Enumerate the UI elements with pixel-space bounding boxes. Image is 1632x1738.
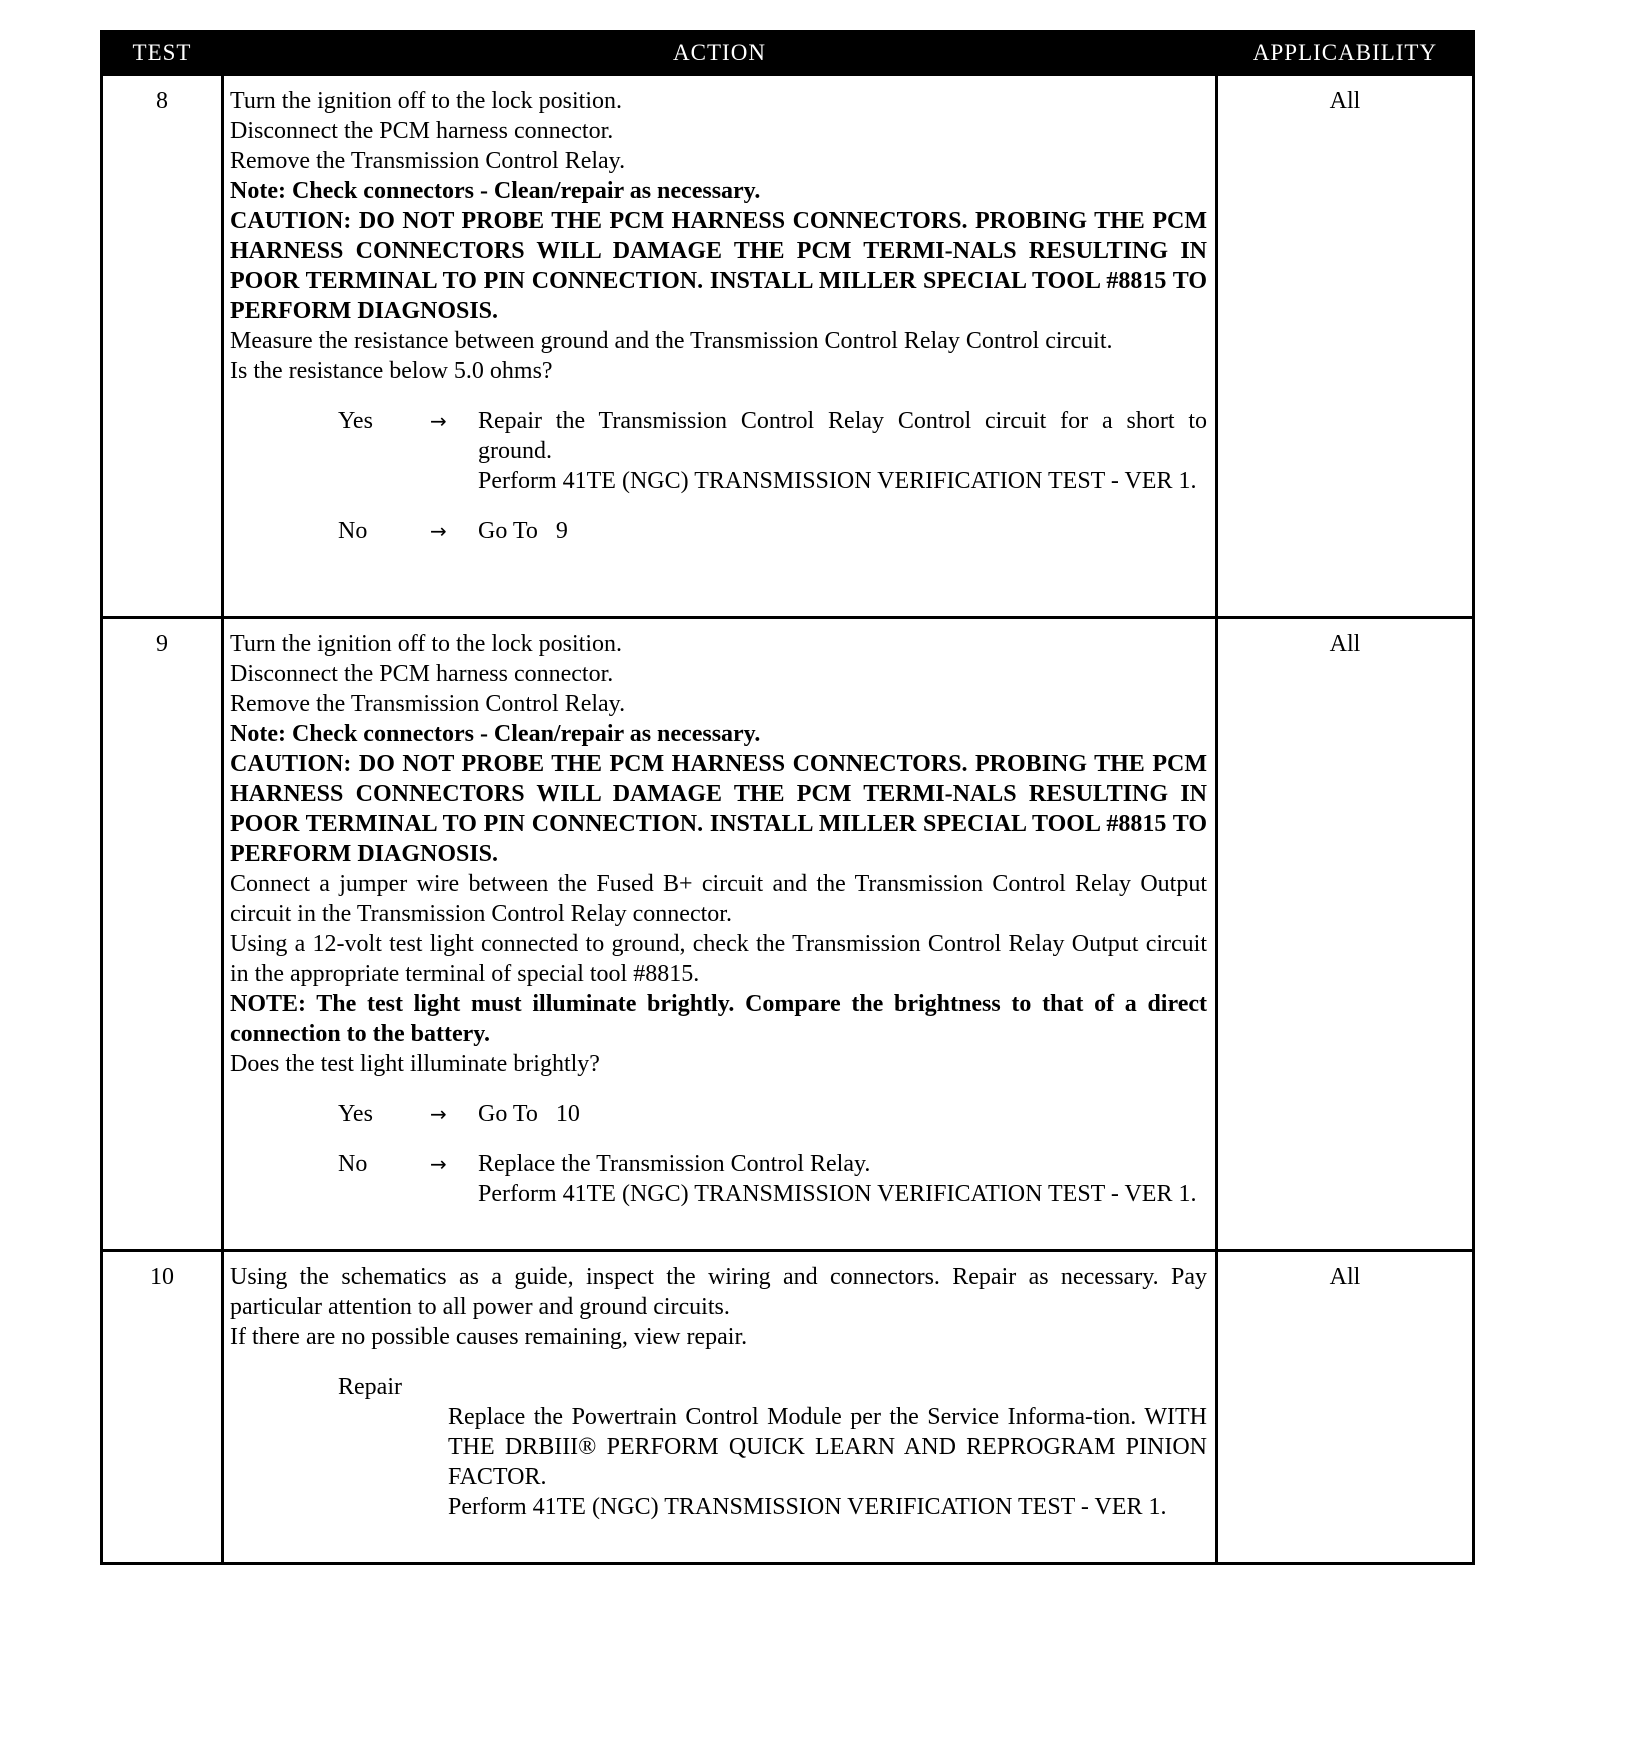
outcome-label: Yes: [338, 408, 373, 434]
arrow-right-icon: →: [430, 519, 447, 543]
step-text: Using a 12-volt test light connected to ground, check the Transmission Control Relay Output circuit in the appropriate terminal of special tool #8815.: [230, 931, 1207, 987]
table-row: [102, 1251, 1474, 1564]
test-number: 10: [102, 1251, 223, 1564]
outcome-no: [230, 1149, 1207, 1209]
question-text: Does the test light illuminate brightly?: [230, 1051, 600, 1077]
action-cell: [223, 75, 1217, 618]
outcome-text: [478, 1149, 1207, 1209]
header-applicability: APPLICABILITY: [1217, 32, 1474, 75]
diagnostic-table: [100, 30, 1475, 1565]
action-line: Disconnect the PCM harness connector.: [230, 118, 614, 144]
arrow-right-icon: →: [430, 1102, 447, 1126]
outcome-label: No: [338, 1151, 368, 1177]
outcome-text-line: Replace the Transmission Control Relay.: [478, 1151, 871, 1177]
outcome-label: Yes: [338, 1101, 373, 1127]
action-line: Turn the ignition off to the lock position.: [230, 631, 623, 657]
table-row: [102, 618, 1474, 1251]
outcome-text-line: Perform 41TE (NGC) TRANSMISSION VERIFICATION TEST - VER 1.: [478, 468, 1197, 494]
arrow-right-icon: →: [430, 1152, 447, 1176]
applicability-value: All: [1217, 618, 1474, 1251]
outcome-text: [478, 406, 1207, 496]
action-line: Turn the ignition off to the lock position.: [230, 88, 623, 114]
step-text: Connect a jumper wire between the Fused B+ circuit and the Transmission Control Relay Output circuit in the Transmission Control Relay connector.: [230, 871, 1207, 927]
action-line: Remove the Transmission Control Relay.: [230, 691, 626, 717]
outcome-label: No: [338, 518, 368, 544]
table-row: [102, 75, 1474, 618]
action-cell: [223, 1251, 1217, 1564]
repair-text-line: Perform 41TE (NGC) TRANSMISSION VERIFICATION TEST - VER 1.: [448, 1494, 1167, 1520]
measure-text: Measure the resistance between ground and the Transmission Control Relay Control circuit.: [230, 328, 1113, 354]
applicability-value: All: [1217, 75, 1474, 618]
action-line: Disconnect the PCM harness connector.: [230, 661, 614, 687]
table-header-row: [102, 32, 1474, 75]
outcome-text-line: Perform 41TE (NGC) TRANSMISSION VERIFICATION TEST - VER 1.: [478, 1181, 1197, 1207]
applicability-value: All: [1217, 1251, 1474, 1564]
repair-text-line: Replace the Powertrain Control Module per the Service Informa-tion. WITH THE DRBIII® PERFORM QUICK LEARN AND REPROGRAM PINION FACTOR.: [448, 1404, 1207, 1490]
action-line: Remove the Transmission Control Relay.: [230, 148, 626, 174]
outcome-yes: [230, 406, 1207, 496]
arrow-right-icon: →: [430, 409, 447, 433]
header-test: TEST: [102, 32, 223, 75]
outcome-text: Go To 10: [478, 1101, 580, 1127]
test-number: 8: [102, 75, 223, 618]
action-line: If there are no possible causes remaining, view repair.: [230, 1324, 748, 1350]
outcome-no: [230, 516, 1207, 546]
outcome-text: Go To 9: [478, 518, 568, 544]
caution-text: CAUTION: DO NOT PROBE THE PCM HARNESS CONNECTORS. PROBING THE PCM HARNESS CONNECTORS WILL DAMAGE THE PCM TERMI-NALS RESULTING IN POOR TERMINAL TO PIN CONNECTION. INSTALL MILLER SPECIAL TOOL #8815 TO PERFORM DIAGNOSIS.: [230, 208, 1207, 324]
header-action: ACTION: [223, 32, 1217, 75]
note-text: Note: Check connectors - Clean/repair as necessary.: [230, 721, 761, 747]
outcome-text-line: Repair the Transmission Control Relay Control circuit for a short to ground.: [478, 408, 1207, 464]
repair-text: [230, 1402, 1207, 1522]
note-text: NOTE: The test light must illuminate brightly. Compare the brightness to that of a direct connection to the battery.: [230, 991, 1207, 1047]
test-number: 9: [102, 618, 223, 1251]
question-text: Is the resistance below 5.0 ohms?: [230, 358, 553, 384]
action-paragraph: Using the schematics as a guide, inspect the wiring and connectors. Repair as necessary. Pay particular attention to all power and ground circuits.: [230, 1264, 1207, 1320]
note-text: Note: Check connectors - Clean/repair as necessary.: [230, 178, 761, 204]
repair-label: Repair: [338, 1374, 402, 1400]
outcome-yes: [230, 1099, 1207, 1129]
action-cell: [223, 618, 1217, 1251]
caution-text: CAUTION: DO NOT PROBE THE PCM HARNESS CONNECTORS. PROBING THE PCM HARNESS CONNECTORS WILL DAMAGE THE PCM TERMI-NALS RESULTING IN POOR TERMINAL TO PIN CONNECTION. INSTALL MILLER SPECIAL TOOL #8815 TO PERFORM DIAGNOSIS.: [230, 751, 1207, 867]
